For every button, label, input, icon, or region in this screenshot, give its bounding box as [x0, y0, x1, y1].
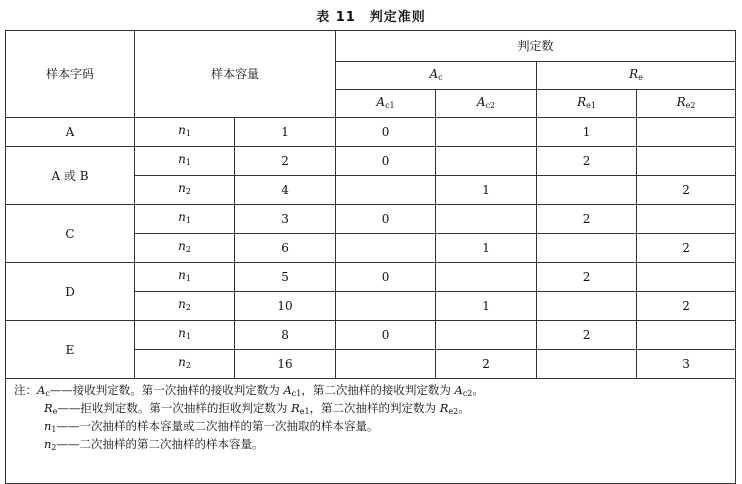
re1-cell: 2 — [537, 205, 637, 234]
re2-cell: 2 — [637, 234, 736, 263]
sample-code-cell: E — [6, 321, 135, 379]
ac2-cell — [436, 118, 537, 147]
ac1-cell — [336, 292, 436, 321]
re1-cell — [537, 234, 637, 263]
n-label-cell: $n_1$ — [135, 118, 235, 147]
ac1-cell: 0 — [336, 147, 436, 176]
n-label-cell: $n_1$ — [135, 263, 235, 292]
sample-size-cell: 10 — [235, 292, 336, 321]
re1-cell: 1 — [537, 118, 637, 147]
re2-cell: 2 — [637, 292, 736, 321]
note-n1: $n_1——$一次抽样的样本容量或二次抽样的第一次抽取的样本容量。 — [44, 419, 379, 434]
sample-size-cell: 4 — [235, 176, 336, 205]
header-ac2: $A_{c2}$ — [436, 90, 537, 118]
table-row — [6, 321, 736, 350]
note-ac: 注：$A_c——$接收判定数。第一次抽样的接收判定数为 $A_{c1}$，第二次抽样的接收判定数为 $A_{c2}$。 — [14, 383, 484, 398]
re2-cell — [637, 263, 736, 292]
header-re1: $R_{e1}$ — [537, 90, 637, 118]
ac2-cell — [436, 147, 537, 176]
sample-code-cell: A 或 B — [6, 147, 135, 205]
ac2-cell: 1 — [436, 234, 537, 263]
ac1-cell — [336, 350, 436, 379]
ac2-cell — [436, 321, 537, 350]
header-ac1: $A_{c1}$ — [336, 90, 436, 118]
table-notes — [6, 379, 736, 484]
sample-size-cell: 2 — [235, 147, 336, 176]
n-label-cell: $n_2$ — [135, 350, 235, 379]
re2-cell — [637, 321, 736, 350]
ac2-cell — [436, 205, 537, 234]
re2-cell: 2 — [637, 176, 736, 205]
ac2-cell: 2 — [436, 350, 537, 379]
table-row — [6, 263, 736, 292]
header-sample-code: 样本字码 — [6, 31, 135, 118]
judgement-criteria-table — [5, 30, 736, 484]
re1-cell: 2 — [537, 321, 637, 350]
ac2-cell: 1 — [436, 176, 537, 205]
header-sample-size: 样本容量 — [135, 31, 336, 118]
re2-cell — [637, 118, 736, 147]
header-re: $R_e$ — [537, 62, 736, 90]
ac1-cell: 0 — [336, 321, 436, 350]
n-label-cell: $n_2$ — [135, 176, 235, 205]
sample-code-cell: A — [6, 118, 135, 147]
n-label-cell: $n_1$ — [135, 147, 235, 176]
sample-code-cell: D — [6, 263, 135, 321]
header-ac: $A_c$ — [336, 62, 537, 90]
sample-size-cell: 3 — [235, 205, 336, 234]
re1-cell — [537, 176, 637, 205]
re1-cell — [537, 350, 637, 379]
table-row — [6, 147, 736, 176]
note-re: $R_e——$拒收判定数。第一次抽样的拒收判定数为 $R_{e1}$，第二次抽样的判定数为 $R_{e2}$。 — [44, 401, 470, 416]
ac1-cell — [336, 176, 436, 205]
sample-size-cell: 1 — [235, 118, 336, 147]
header-re2: $R_{e2}$ — [637, 90, 736, 118]
note-n2: $n_2——$二次抽样的第二次抽样的样本容量。 — [44, 437, 264, 452]
table-row — [6, 205, 736, 234]
n-label-cell: $n_2$ — [135, 292, 235, 321]
header-judgement-number: 判定数 — [336, 31, 736, 62]
sample-code-cell: C — [6, 205, 135, 263]
re2-cell — [637, 205, 736, 234]
sample-size-cell: 16 — [235, 350, 336, 379]
ac1-cell: 0 — [336, 118, 436, 147]
ac1-cell: 0 — [336, 263, 436, 292]
n-label-cell: $n_1$ — [135, 321, 235, 350]
ac1-cell — [336, 234, 436, 263]
ac2-cell: 1 — [436, 292, 537, 321]
table-title: 表 11 判定准则 — [316, 10, 426, 25]
table-row — [6, 118, 736, 147]
re1-cell: 2 — [537, 147, 637, 176]
re2-cell — [637, 147, 736, 176]
ac2-cell — [436, 263, 537, 292]
n-label-cell: $n_1$ — [135, 205, 235, 234]
re1-cell — [537, 292, 637, 321]
n-label-cell: $n_2$ — [135, 234, 235, 263]
sample-size-cell: 8 — [235, 321, 336, 350]
sample-size-cell: 5 — [235, 263, 336, 292]
re1-cell: 2 — [537, 263, 637, 292]
re2-cell: 3 — [637, 350, 736, 379]
sample-size-cell: 6 — [235, 234, 336, 263]
ac1-cell: 0 — [336, 205, 436, 234]
